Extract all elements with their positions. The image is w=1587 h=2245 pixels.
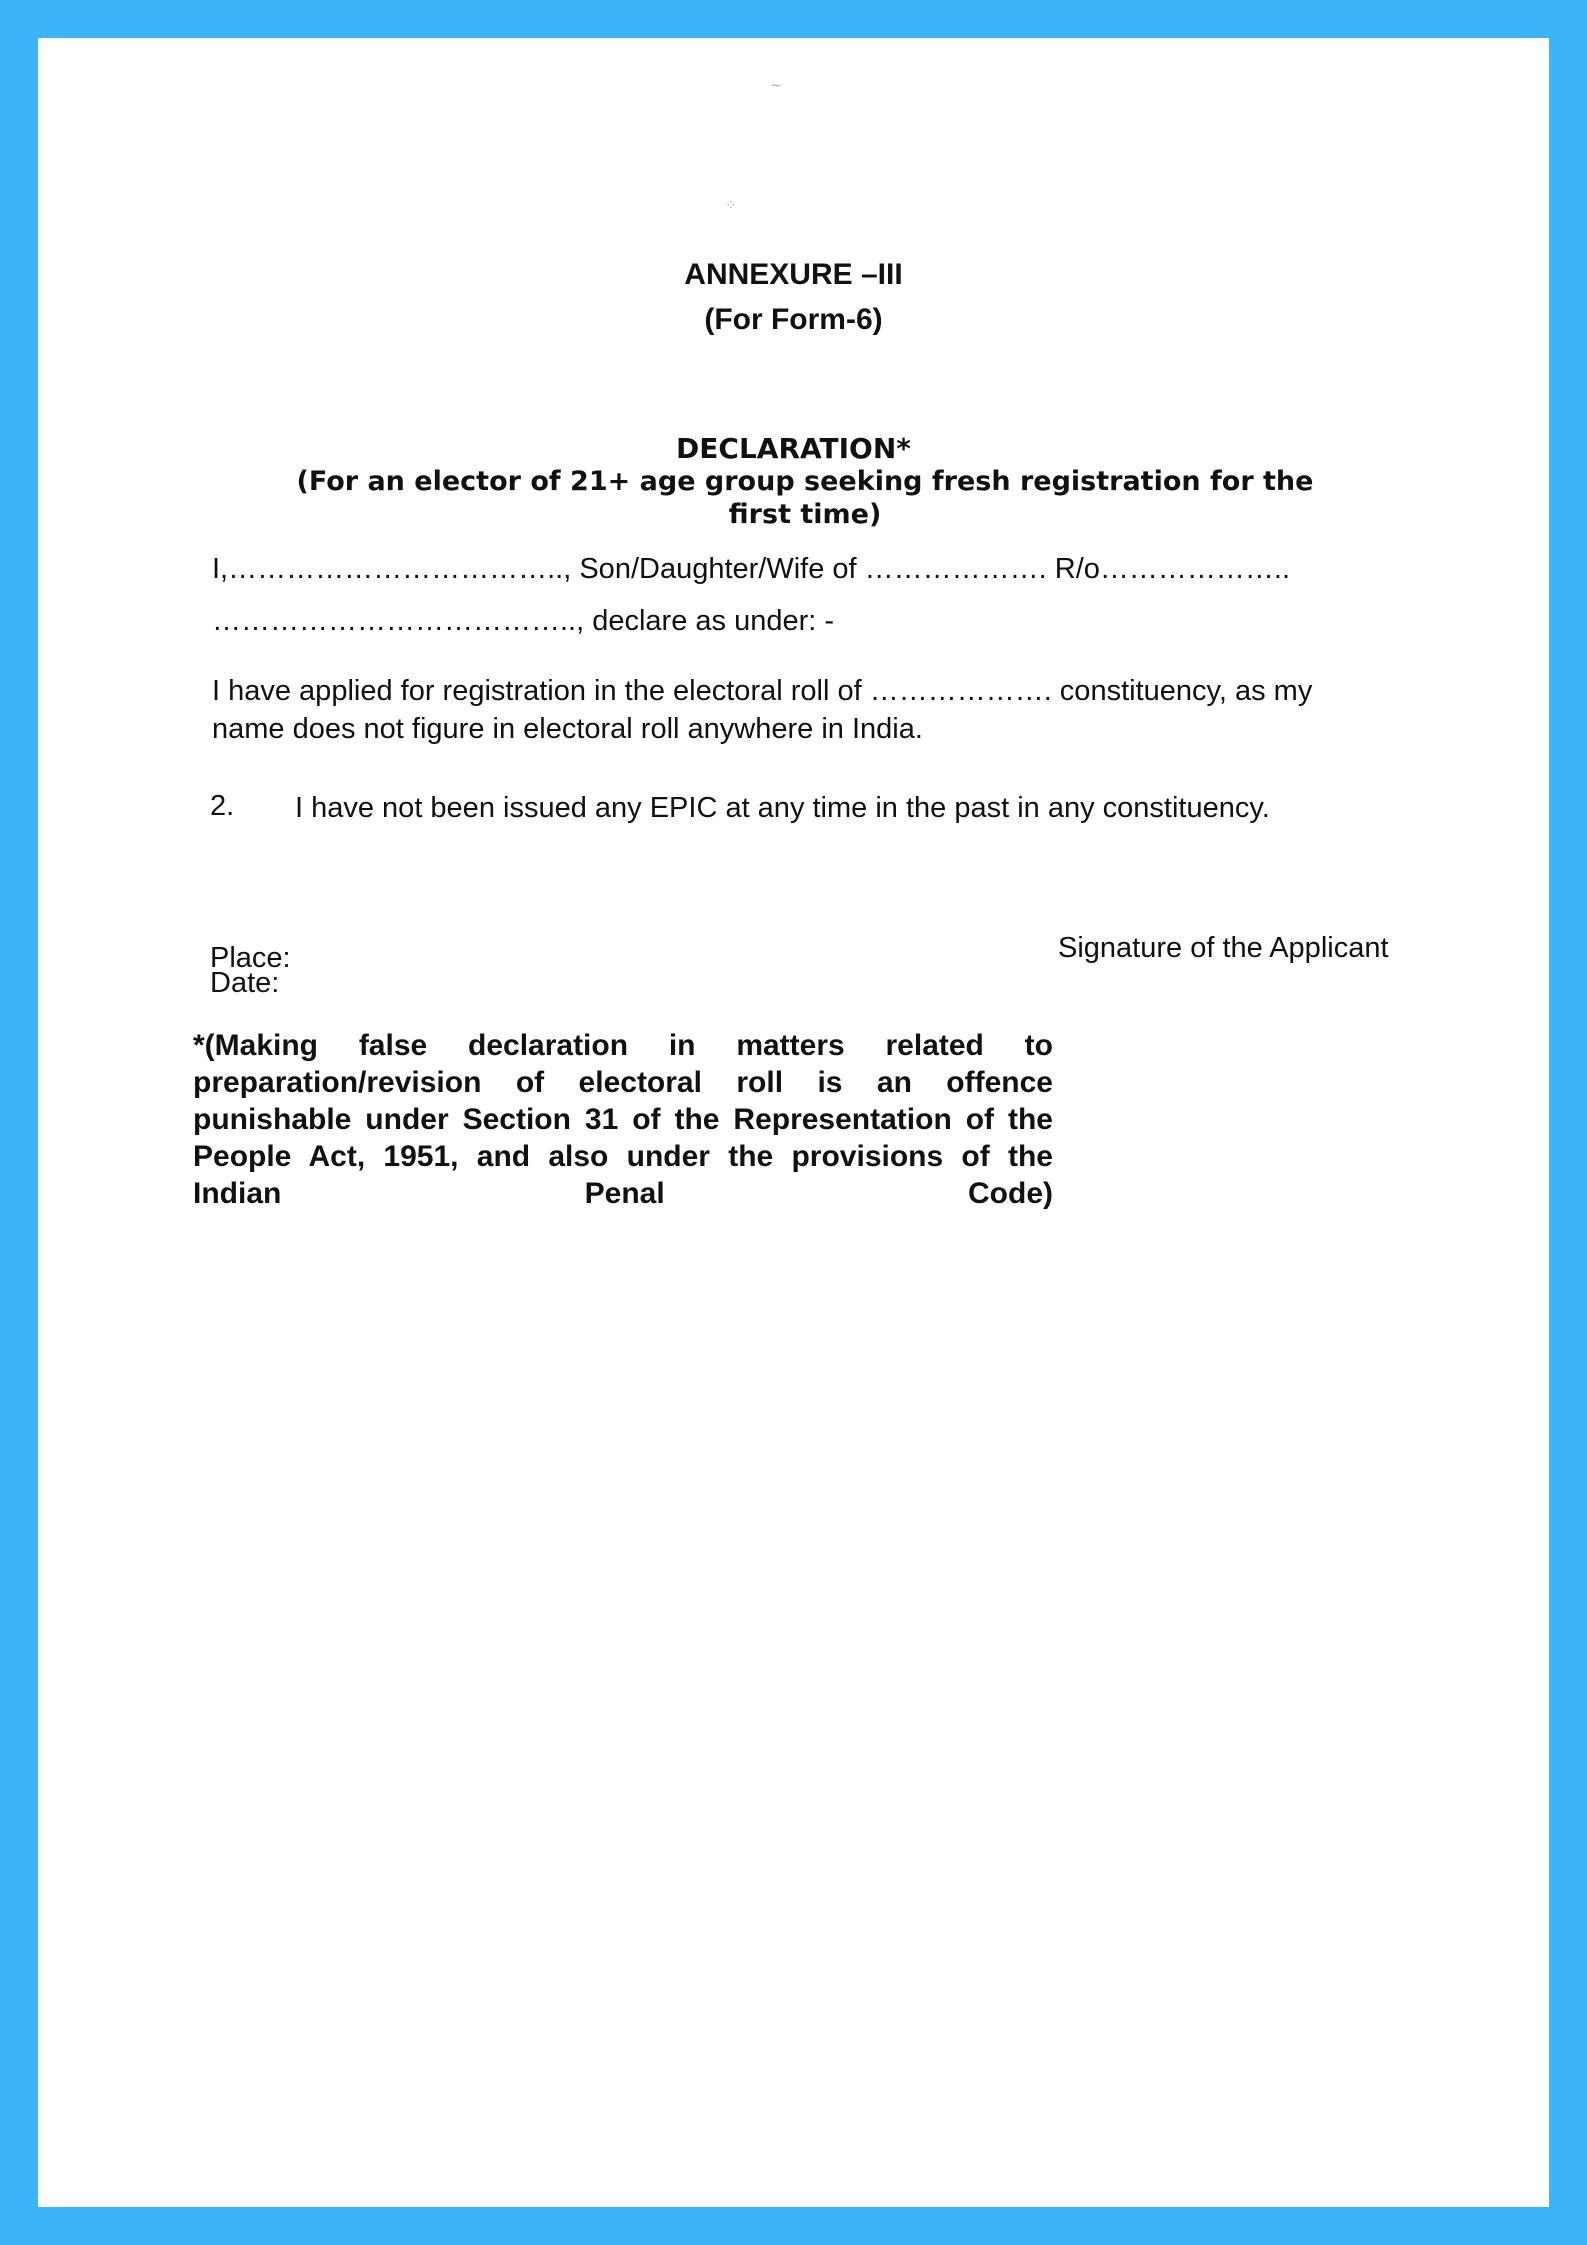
date-label: Date: bbox=[210, 967, 280, 999]
scan-mark: ⁘ bbox=[725, 198, 737, 214]
form-reference: (For Form-6) bbox=[704, 303, 883, 336]
epic-statement: I have not been issued any EPIC at any time in the past in any constituency. bbox=[295, 792, 1270, 824]
registration-paragraph: I have applied for registration in the electoral roll of ………………. constituency, as my name does not figure in electoral roll anywhere in India. bbox=[212, 675, 1313, 745]
annexure-heading: ANNEXURE –III bbox=[684, 258, 903, 291]
signature-label: Signature of the Applicant bbox=[1058, 932, 1389, 964]
item-number: 2. bbox=[210, 790, 235, 822]
declaration-title: DECLARATION* bbox=[676, 432, 911, 465]
false-declaration-note: *(Making false declaration in matters related to preparation/revision of electoral roll is an offence punishable under Section 31 of the Representation of the People Act, 1951, and also under the provisions of the Indian Penal Code) bbox=[193, 1029, 1053, 1210]
declare-line: ……………………………….., declare as under: - bbox=[212, 605, 835, 637]
scan-mark: ~ bbox=[770, 78, 782, 94]
declaration-subtitle: (For an elector of 21+ age group seeking fresh registration for the first time) bbox=[296, 466, 1314, 530]
applicant-details-line: I,…………………………….., Son/Daughter/Wife of ………………. R/o……………….. bbox=[212, 553, 1291, 585]
place-label: Place: bbox=[210, 942, 291, 974]
